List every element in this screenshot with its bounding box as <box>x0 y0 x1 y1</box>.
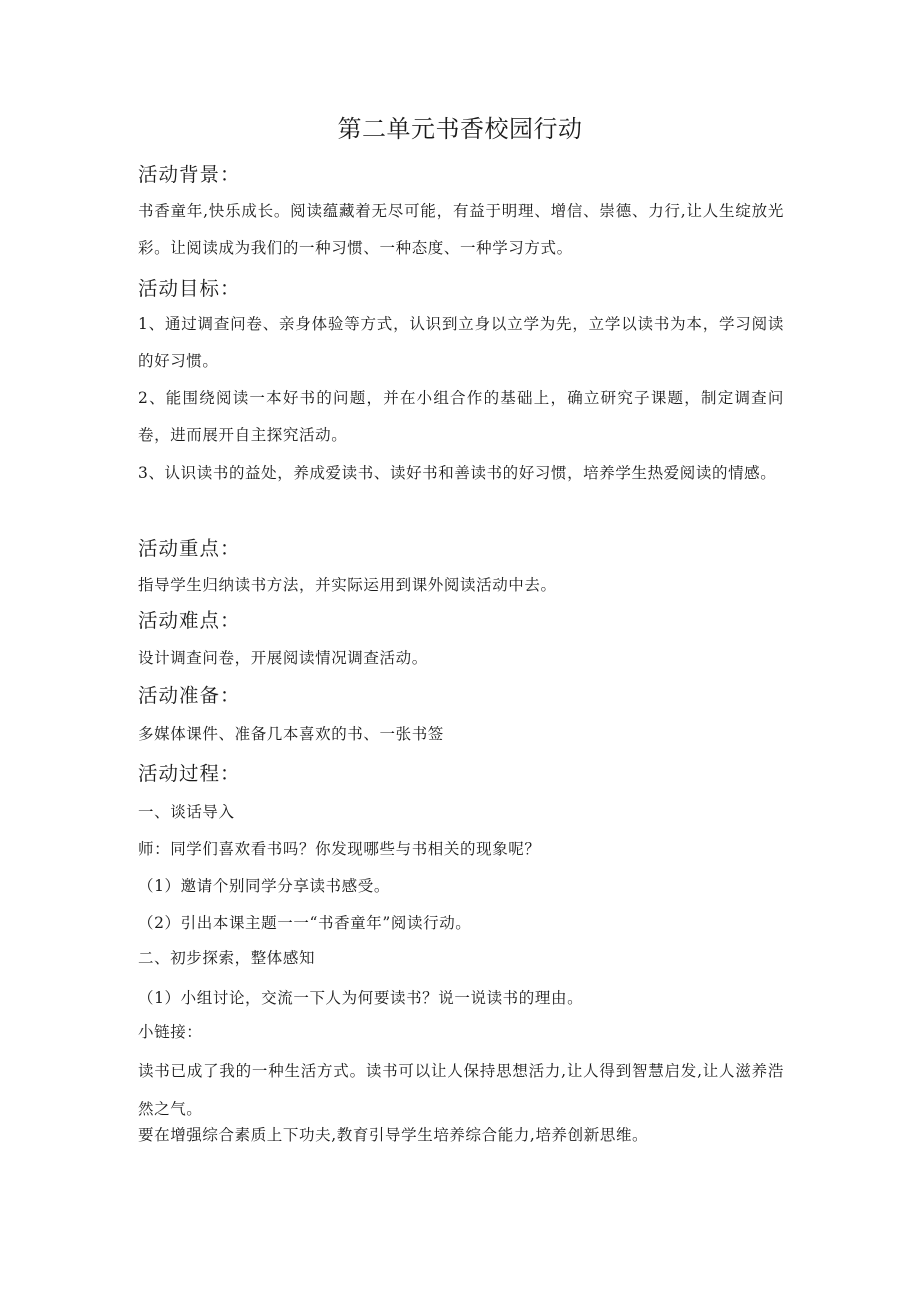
link-label: 小链接： <box>138 1023 203 1041</box>
difficulties-text: 设计调查问卷，开展阅读情况调查活动。 <box>138 649 428 667</box>
process-step-heading-2: 二、初步探索，整体感知 <box>138 949 316 967</box>
heading-process: 活动过程： <box>138 762 241 785</box>
final-line: 要在增强综合素质上下功夫,教育引导学生培养综合能力,培养创新思维。 <box>138 1126 649 1144</box>
heading-difficulties: 活动难点： <box>138 609 241 632</box>
background-paragraph: 书香童年,快乐成长。阅读蕴藏着无尽可能，有益于明理、增信、崇德、力行,让人生绽放光彩。让阅读成为我们的一种习惯、一种态度、一种学习方式。 <box>138 202 784 257</box>
heading-goals: 活动目标： <box>138 277 241 300</box>
heading-preparation: 活动准备： <box>138 684 241 707</box>
process-step-heading-1: 一、谈话导入 <box>138 803 235 821</box>
page-title: 第二单元书香校园行动 <box>337 115 583 143</box>
goal-item-2: 2、能围绕阅读一本好书的问题，并在小组合作的基础上，确立研究子课题，制定调查问卷，进而展开自主探究活动。 <box>138 389 784 444</box>
goal-item-1: 1、通过调查问卷、亲身体验等方式，认识到立身以立学为先，立学以读书为本，学习阅读的好习惯。 <box>138 315 784 370</box>
key-points-text: 指导学生归纳读书方法，并实际运用到课外阅读活动中去。 <box>138 576 557 594</box>
process-line: （1）邀请个别同学分享读书感受。 <box>138 877 390 895</box>
process-line: （2）引出本课主题一一“书香童年”阅读行动。 <box>138 914 472 932</box>
heading-key-points: 活动重点： <box>138 537 241 560</box>
goal-item-3: 3、认识读书的益处，养成爱读书、读好书和善读书的好习惯，培养学生热爱阅读的情感。 <box>138 464 777 482</box>
heading-background: 活动背景： <box>138 163 241 186</box>
process-line: 师：同学们喜欢看书吗？你发现哪些与书相关的现象呢？ <box>138 840 541 858</box>
process-line: （1）小组讨论，交流一下人为何要读书？说一说读书的理由。 <box>138 989 584 1007</box>
link-paragraph: 读书已成了我的一种生活方式。读书可以让人保持思想活力,让人得到智慧启发,让人滋养浩然之气。 <box>138 1062 784 1118</box>
preparation-text: 多媒体课件、准备几本喜欢的书、一张书签 <box>138 725 444 743</box>
